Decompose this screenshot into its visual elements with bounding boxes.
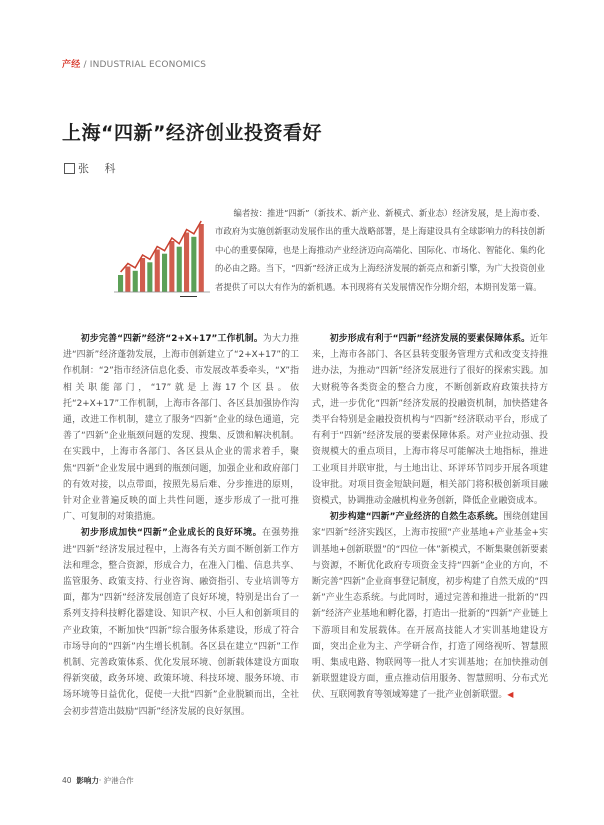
growth-bar-chart-illustration xyxy=(112,208,212,300)
end-mark-icon: ◀ xyxy=(507,690,514,700)
chart-bar xyxy=(169,241,174,292)
chart-bar xyxy=(140,258,145,292)
chart-bar xyxy=(125,267,130,293)
chart-bar xyxy=(199,224,204,292)
author-name: 张 科 xyxy=(78,162,122,175)
right-column xyxy=(312,331,548,704)
author-box-icon xyxy=(64,163,75,174)
author-line xyxy=(64,160,122,176)
section-header xyxy=(62,57,206,70)
illustration-divider xyxy=(180,296,197,297)
paragraph-text: 在强势推进“四新”经济发展过程中，上海各有关方面不断创新工作方法和理念，整合资源，形成合力，在准入门槛、信息共享、监管服务、政策支持、行业咨询、融资指引、专业培训等方面，都为“四新”经济发展创造了良好环境，特别是出台了一系列支持科技孵化器建设、知识产权、小巨人和创新项目的产业政策，不断加快“四新”综合服务体系建设，形成了符合市场导向的“四新”内生增长机制。各区县在建立“四新”工作机制、完善政策体系、优化发展环境、创新载体建设方面取得新突破，政务环境、政策环境、科技环境、服务环境、市场环境等日益优化，促使一大批“四新”企业脱颖而出，全社会初步营造出鼓励“四新”经济发展的良好氛围。 xyxy=(63,528,300,717)
paragraph-text: 为大力推进“四新”经济蓬勃发展，上海市创新建立了“2+X+17”的工作机制：“2”指市经济信息化委、市发展改革委牵头，“X”指相关职能部门，“17”就是上海17个区县。依托“2+X+17”工作机制，上海市各部门、各区县加强协作沟通，改进工作机制，建立了服务“四新”企业的绿色通道，完善了“四新”企业瓶颈问题的发现、搜集、反馈和解决机制。在实践中，上海市各部门、各区县从企业的需求着手，聚焦“四新”企业发展中遇到的瓶颈问题，加强企业和政府部门的有效对接，以点带面，按照先易后难、分步推进的原则，针对企业普遍反映的面上共性问题，逐步形成了一批可推广、可复制的对策措施。 xyxy=(63,334,299,523)
paragraph xyxy=(312,509,548,703)
chart-bar xyxy=(177,247,182,292)
chart-bar xyxy=(118,275,123,292)
article-title: 上海“四新”经济创业投资看好 xyxy=(62,122,322,144)
page-number: 40 xyxy=(62,776,72,785)
page-footer xyxy=(62,775,134,786)
paragraph-heading: 初步形成有利于“四新”经济发展的要素保障体系。 xyxy=(329,334,531,344)
paragraph xyxy=(63,331,299,525)
section-category: 产经 xyxy=(62,60,81,70)
chart-bar xyxy=(133,271,138,292)
paragraph-text: 围绕创建国家“四新”经济实践区，上海市按照“产业基地+产业基金+实训基地+创新联盟”的“四位一体”新模式，不断集聚创新要素与资源，不断优化政府专项资金支持“四新”企业的方向，不断完善“四新”企业商事登记制度，初步构建了自然天成的“四新”产业生态系统。与此同时，通过完善和推进一批新的“四新”经济产业基地和孵化器，打造出一批新的“四新”产业链上下游项目和发展载体。在开展高技能人才实训基地建设方面，突出企业为主、产学研合作，打造了网络视听、智慧照明、集成电路、物联网等一批人才实训基地；在加快推动创新联盟建设方面，重点推动信用服务、智慧照明、分布式光伏、互联网教育等领域筹建了一批产业创新联盟。 xyxy=(312,512,548,701)
chart-bar xyxy=(147,262,152,292)
chart-bar xyxy=(162,254,167,292)
trend-line xyxy=(121,221,202,272)
chart-bar xyxy=(191,237,196,292)
section-name: INDUSTRIAL ECONOMICS xyxy=(89,60,207,70)
chart-bar xyxy=(184,233,189,293)
paragraph-heading: 初步完善“四新”经济“2+X+17”工作机制。 xyxy=(80,334,263,344)
paragraph-heading: 初步构建“四新”产业经济的自然生态系统。 xyxy=(329,512,504,523)
editor-note: 编者按：推进“四新”（新技术、新产业、新模式、新业态）经济发展，是上海市委、市政府为实施创新驱动发展作出的重大战略部署，是上海建设具有全球影响力的科技创新中心的重要保障，也是上海推动产业经济迈向高端化、国际化、市场化、智能化、集约化的必由之路。当下，“四新”经济正成为上海经济发展的新亮点和新引擎，为广大投资创业者提供了可以大有作为的新机遇。本刊现将有关发展情况作分期介绍，本期刊发第一篇。 xyxy=(215,208,545,292)
header-separator: / xyxy=(80,60,90,70)
left-column xyxy=(63,331,299,720)
magazine-name: 影响力 xyxy=(76,776,99,785)
magazine-suffix: · 沪港合作 xyxy=(98,776,134,785)
paragraph xyxy=(63,525,299,719)
paragraph-text: 近年来，上海市各部门、各区县转变服务管理方式和改变支持推进办法，为推动“四新”经济发展进行了很好的探索实践。加大财税等各类资金的整合力度，不断创新政府政策扶持方式，进一步优化“四新”经济发展的投融资机制，加快搭建各类平台特别是金融投资机构与“四新”经济联动平台，形成了有利于“四新”经济发展的要素保障体系。对产业拉动强、投资规模大的重点项目，上海市将尽可能解决土地指标，推进工业项目并联审批，与土地出让、环评环节同步开展各项建设审批。对项目资金短缺问题，相关部门将积极创新项目融资模式，协调推动金融机构业务创新，降低企业融资成本。 xyxy=(312,334,549,507)
chart-bar xyxy=(155,250,160,293)
paragraph xyxy=(312,331,548,509)
paragraph-heading: 初步形成加快“四新”企业成长的良好环境。 xyxy=(80,528,263,539)
